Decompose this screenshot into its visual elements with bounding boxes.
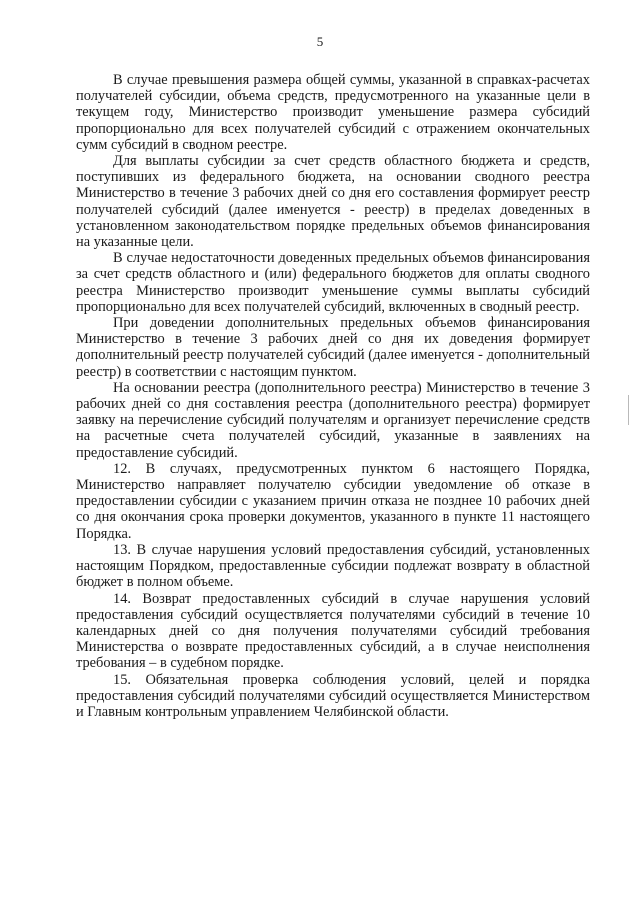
paragraph-item-13: 13. В случае нарушения условий предоставления субсидий, установленных настоящим Порядком, предоставленные субсидии подлежат возврату в областной бюджет в полном объеме. [76,541,590,591]
document-body [76,72,590,720]
paragraph-item-14: 14. Возврат предоставленных субсидий в случае нарушения условий предоставления субсидий осуществляется получателями субсидий в течение 10 календарных дней со дня получения получателями субсидий требования Министерства о возврате предоставленных субсидий, а в случае неисполнения требования – в судебном порядке. [76,590,590,672]
paragraph-register-formation: Для выплаты субсидии за счет средств областного бюджета и средств, поступивших из федерального бюджета, на основании сводного реестра Министерство в течение 3 рабочих дней со дня его составления формирует реестр получателей субсидий (далее именуется - реестр) в пределах доведенных в установленном законодательством порядке предельных объемов финансирования на указанные цели. [76,153,590,251]
paragraph-additional-register: При доведении дополнительных предельных объемов финансирования Министерство в течение 3 рабочих дней со дня их доведения формирует дополнительный реестр получателей субсидий (далее именуется - дополнительный реестр) в соответствии с настоящим пунктом. [76,315,590,380]
page-number: 5 [316,34,324,49]
paragraph-item-15: 15. Обязательная проверка соблюдения условий, целей и порядка предоставления субсидий получателями субсидий осуществляется Министерством и Главным контрольным управлением Челябинской области. [76,671,590,720]
paragraph-transfer-request: На основании реестра (дополнительного реестра) Министерство в течение 3 рабочих дней со дня составления реестра (дополнительного реестра) формирует заявку на перечисление субсидий получателям и организует перечисление средств на расчетные счета получателей субсидий, указанные в заявлениях на предоставление субсидий. [76,379,590,461]
paragraph-insufficient-funds: В случае недостаточности доведенных предельных объемов финансирования за счет средств областного и (или) федерального бюджетов для оплаты сводного реестра Министерство производит уменьшение суммы выплаты субсидий пропорционально для всех получателей субсидий, включенных в сводный реестр. [76,250,590,315]
paragraph-item-12: 12. В случаях, предусмотренных пунктом 6 настоящего Порядка, Министерство направляет получателю субсидии уведомление об отказе в предоставлении субсидии с указанием причин отказа не позднее 10 рабочих дней со дня окончания срока проверки документов, указанного в пункте 11 настоящего Порядка. [76,460,590,542]
scan-edge-mark [628,395,629,425]
paragraph-reduction-proportional: В случае превышения размера общей суммы, указанной в справках-расчетах получателей субсидии, объема средств, предусмотренного на указанные цели в текущем году, Министерство производит уменьшение размера субсидий пропорционально для всех получателей субсидий с отражением окончательных сумм субсидий в сводном реестре. [76,72,590,153]
